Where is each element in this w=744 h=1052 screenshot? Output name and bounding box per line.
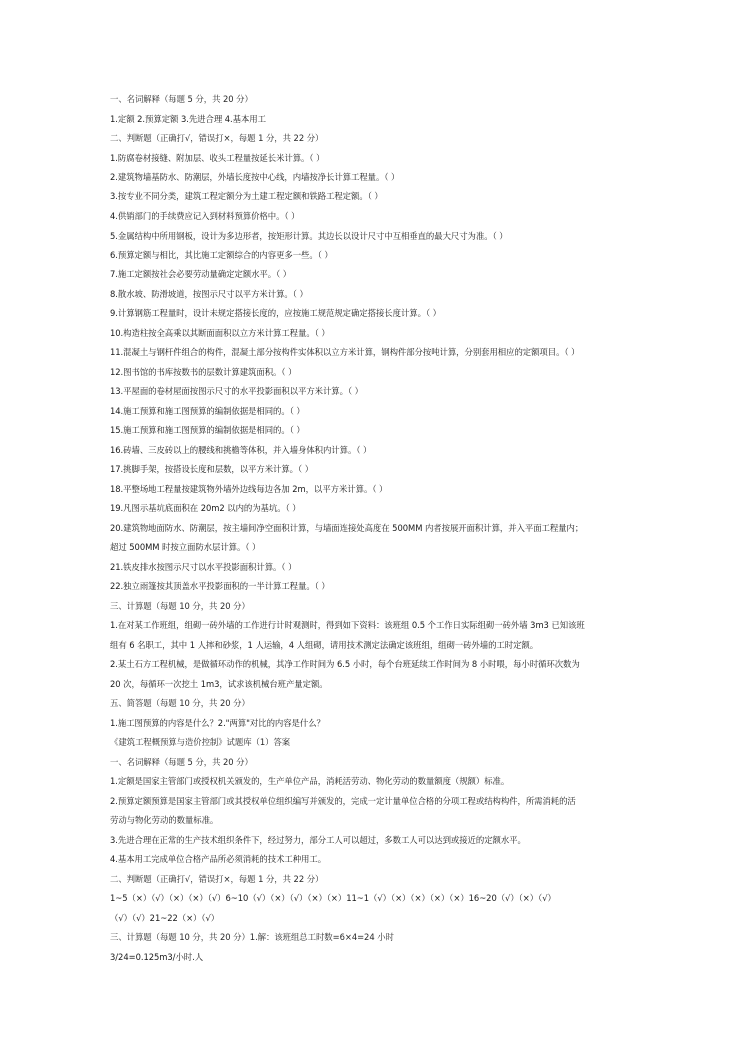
text-line: 21.铁皮排水按图示尺寸以水平投影面积计算。（ ） xyxy=(110,562,297,572)
text-line: 13.平屋面的卷材屋面按图示尺寸的水平投影面积以平方米计算。（ ） xyxy=(110,386,364,396)
text-line: 11.混凝土与钢杆件组合的构件，混凝土部分按构件实体积以立方米计算，钢构件部分按吨计算，分别套用相应的定额项目。（ ） xyxy=(110,347,580,357)
text-line: 7.施工定额按社会必要劳动量确定定额水平。（ ） xyxy=(110,269,292,279)
section-heading: 五、简答题（每题 10 分，共 20 分） xyxy=(110,698,250,708)
text-line: 18.平整场地工程量按建筑物外墙外边线每边各加 2m，以平方米计算。（ ） xyxy=(110,484,388,494)
text-line: 劳动与物化劳动的数量标准。 xyxy=(110,815,219,825)
text-line: 20 次，每循环一次挖土 1m3，试求该机械台班产量定额。 xyxy=(110,679,328,689)
text-line: 1.防腐卷材接缝、附加层、收头工程量按延长米计算。（ ） xyxy=(110,153,325,163)
text-line: 1.在对某工作班组，组砌一砖外墙的工作进行计时观测时，得到如下资料：该班组 0.5 个工作日实际组砌一砖外墙 3m3 已知该班 xyxy=(110,620,585,630)
text-line: 1~5（×）（√）（×）（×）（√）6~10（√）（×）（√）（×）（×）11~1（√）（×）（×）（×）（×）16~20（√）（×）（√） xyxy=(110,893,556,903)
text-line: 10.构造柱按全高乘以其断面面积以立方米计算工程量。（ ） xyxy=(110,328,330,338)
section-heading: 一、名词解释（每题 5 分，共 20 分） xyxy=(110,94,253,104)
text-line: 3/24=0.125m3/小时.人 xyxy=(110,952,204,962)
text-line: 20.建筑物地面防水、防潮层，按主墙间净空面积计算，与墙面连接处高度在 500MM 内者按展开面积计算，并入平面工程量内； xyxy=(110,523,584,533)
section-heading: 三、计算题（每题 10 分，共 20 分）1.解：该班组总工时数=6×4=24 小时 xyxy=(110,932,394,942)
text-line: 1.定额是国家主管部门或授权机关颁发的，生产单位产品，消耗活劳动、物化劳动的数量额度（规额）标准。 xyxy=(110,776,510,786)
text-line: 组有 6 名职工，其中 1 人摔和砂浆，1 人运输，4 人组砌，请用技术测定法确定该班组，组砌一砖外墙的工时定额。 xyxy=(110,640,539,650)
text-line: 15.施工预算和施工图预算的编制依据是相同的。（ ） xyxy=(110,425,305,435)
text-line: 8.散水坡、防滑坡道，按图示尺寸以平方米计算。（ ） xyxy=(110,289,308,299)
text-line: 2.建筑物墙基防水、防潮层，外墙长度按中心线，内墙按净长计算工程量。（ ） xyxy=(110,172,400,182)
text-line: （√）（√）21~22（×）（√） xyxy=(110,913,220,923)
text-line: 3.先进合理在正常的生产技术组织条件下，经过努力，部分工人可以超过，多数工人可以达到或接近的定额水平。 xyxy=(110,835,526,845)
text-line: 14.施工预算和施工图预算的编制依据是相同的。（ ） xyxy=(110,406,305,416)
text-line: 4.基本用工完成单位合格产品所必须消耗的技术工种用工。 xyxy=(110,854,327,864)
section-heading: 二、判断题（正确打√，错误打×，每题 1 分，共 22 分） xyxy=(110,874,324,884)
answer-title: 《建筑工程概预算与造价控制》试题库（1）答案 xyxy=(110,737,291,747)
text-line: 1.定额 2.预算定额 3.先进合理 4.基本用工 xyxy=(110,114,266,124)
text-line: 3.按专业不同分类，建筑工程定额分为土建工程定额和铁路工程定额。（ ） xyxy=(110,191,383,201)
text-line: 6.预算定额与相比，其比施工定额综合的内容更多一些。（ ） xyxy=(110,250,333,260)
text-line: 22.独立雨篷按其顶盖水平投影面积的一半计算工程量。（ ） xyxy=(110,581,330,591)
text-line: 2.预算定额预算是国家主管部门或其授权单位组织编写并颁发的，完成一定计量单位合格的分项工程或结构构件，所需消耗的活 xyxy=(110,796,576,806)
section-heading: 二、判断题（正确打√，错误打×，每题 1 分，共 22 分） xyxy=(110,133,324,143)
text-line: 12.图书馆的书库按数书的层数计算建筑面积。（ ） xyxy=(110,367,297,377)
text-line: 2.某土石方工程机械，是做循环动作的机械，其净工作时间为 6.5 小时，每个台班延续工作时间为 8 小时喂，每小时循环次数为 xyxy=(110,659,580,669)
text-line: 1.施工图预算的内容是什么？2."两算"对比的内容是什么？ xyxy=(110,718,325,728)
text-line: 17.挑脚手架，按搭设长度和层数，以平方米计算。（ ） xyxy=(110,464,314,474)
text-line: 19.凡图示基坑底面积在 20m2 以内的为基坑。（ ） xyxy=(110,503,301,513)
section-heading: 三、计算题（每题 10 分，共 20 分） xyxy=(110,601,250,611)
section-heading: 一、名词解释（每题 5 分，共 20 分） xyxy=(110,757,253,767)
text-line: 4.供销部门的手续费应记入到材料预算价格中。（ ） xyxy=(110,211,300,221)
text-line: 9.计算钢筋工程量时，设计未规定搭接长度的，应按施工规范规定确定搭接长度计算。（ ） xyxy=(110,308,441,318)
text-line: 5.金属结构中所用钢板，设计为多边形者，按矩形计算。其边长以设计尺寸中互相垂直的最大尺寸为准。（ ） xyxy=(110,231,508,241)
text-line: 超过 500MM 时按立面防水层计算。（ ） xyxy=(110,542,261,552)
text-line: 16.砖墙、三皮砖以上的腰线和挑檐等体积，并入墙身体积内计算。（ ） xyxy=(110,445,372,455)
